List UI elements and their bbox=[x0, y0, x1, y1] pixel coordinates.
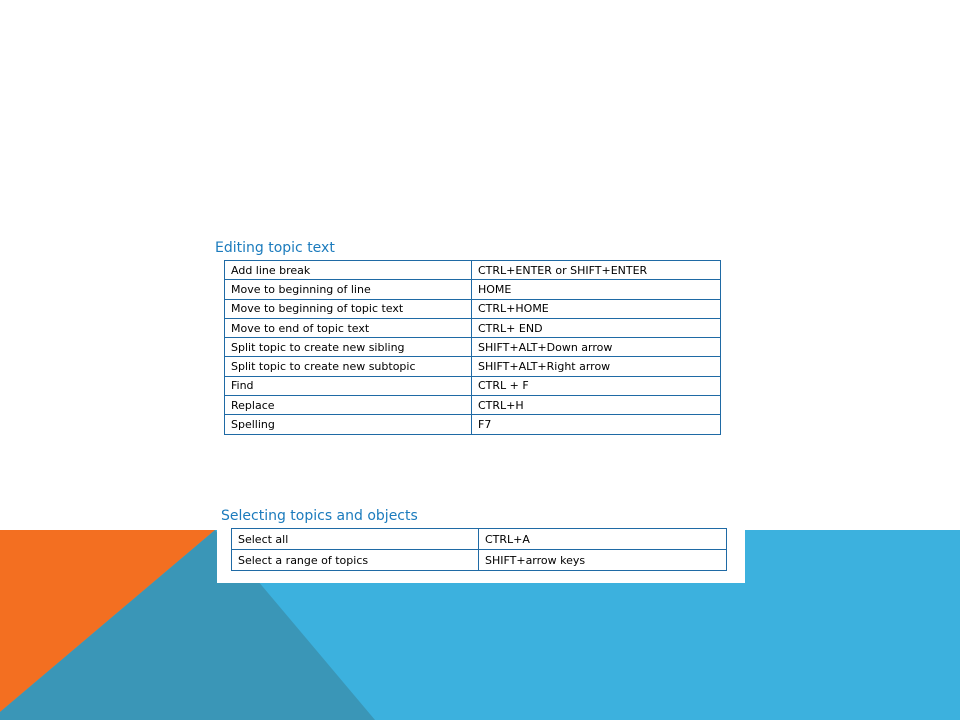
shortcut-cell: HOME bbox=[472, 280, 721, 299]
table-row bbox=[225, 318, 721, 337]
action-cell: Split topic to create new subtopic bbox=[225, 357, 472, 376]
action-cell: Spelling bbox=[225, 415, 472, 434]
action-cell: Split topic to create new sibling bbox=[225, 338, 472, 357]
shortcut-cell: SHIFT+ALT+Right arrow bbox=[472, 357, 721, 376]
shortcut-cell: SHIFT+ALT+Down arrow bbox=[472, 338, 721, 357]
table-row bbox=[232, 550, 727, 571]
table-row bbox=[225, 376, 721, 395]
shortcut-cell: CTRL+ END bbox=[472, 318, 721, 337]
editing-topic-text-section bbox=[213, 239, 723, 454]
selecting-section-title: Selecting topics and objects bbox=[221, 508, 418, 524]
selecting-topics-section bbox=[217, 506, 745, 583]
shortcut-cell: CTRL+HOME bbox=[472, 299, 721, 318]
action-cell: Add line break bbox=[225, 261, 472, 280]
table-row bbox=[225, 280, 721, 299]
editing-shortcuts-table bbox=[224, 260, 721, 435]
selecting-shortcuts-table bbox=[231, 528, 727, 571]
shortcut-cell: CTRL+H bbox=[472, 396, 721, 415]
action-cell: Select a range of topics bbox=[232, 550, 479, 571]
shortcut-cell: F7 bbox=[472, 415, 721, 434]
action-cell: Move to beginning of line bbox=[225, 280, 472, 299]
action-cell: Move to end of topic text bbox=[225, 318, 472, 337]
table-row bbox=[225, 299, 721, 318]
shortcut-cell: CTRL + F bbox=[472, 376, 721, 395]
table-row bbox=[232, 529, 727, 550]
action-cell: Select all bbox=[232, 529, 479, 550]
table-row bbox=[225, 261, 721, 280]
action-cell: Find bbox=[225, 376, 472, 395]
table-row bbox=[225, 415, 721, 434]
shortcut-cell: CTRL+ENTER or SHIFT+ENTER bbox=[472, 261, 721, 280]
shortcut-cell: SHIFT+arrow keys bbox=[479, 550, 727, 571]
editing-section-title: Editing topic text bbox=[215, 240, 335, 256]
action-cell: Move to beginning of topic text bbox=[225, 299, 472, 318]
table-row bbox=[225, 357, 721, 376]
action-cell: Replace bbox=[225, 396, 472, 415]
table-row bbox=[225, 396, 721, 415]
shortcut-cell: CTRL+A bbox=[479, 529, 727, 550]
table-row bbox=[225, 338, 721, 357]
